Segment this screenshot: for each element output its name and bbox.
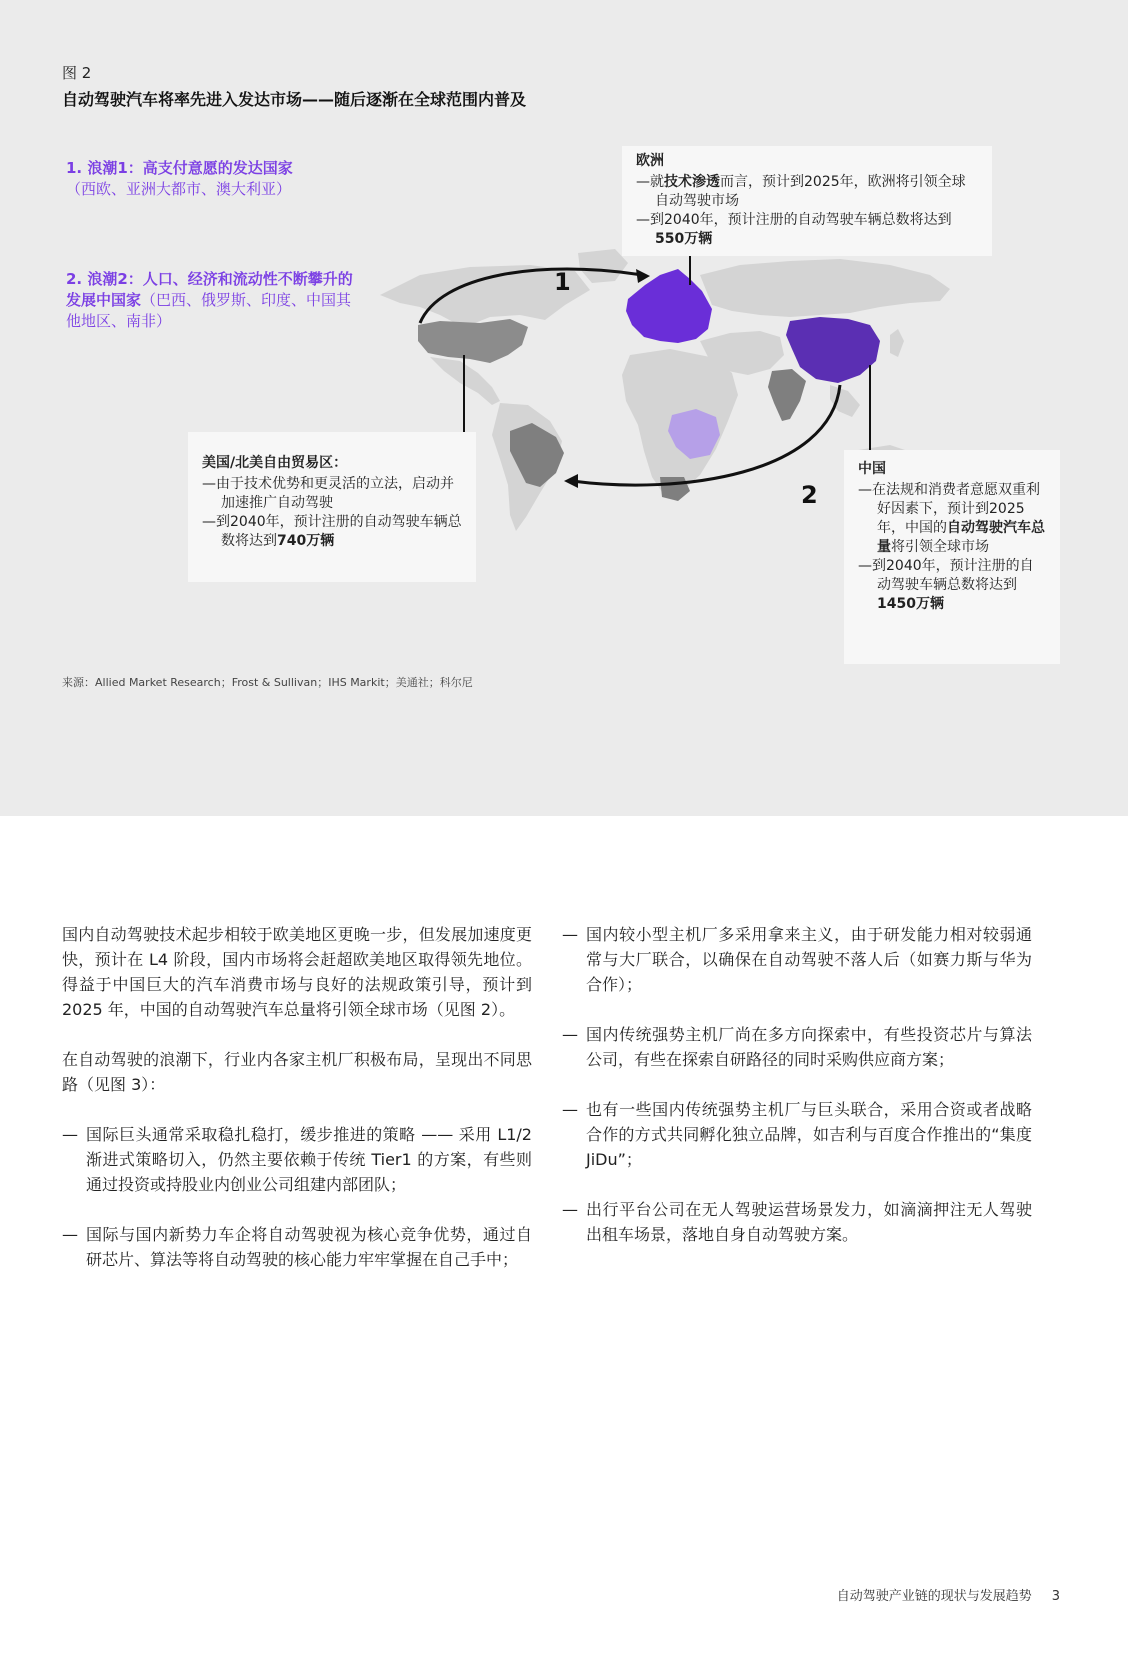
south-africa-region — [660, 477, 690, 501]
body-right-column — [562, 922, 1032, 1272]
europe-point-1: —就技术渗透而言，预计到2025年，欧洲将引领全球自动驾驶市场 — [636, 174, 966, 209]
china-region — [786, 317, 880, 383]
bullet-dash: — — [62, 1125, 78, 1144]
footer-title: 自动驾驶产业链的现状与发展趋势 — [836, 1589, 1032, 1604]
europe-title: 欧洲 — [636, 153, 664, 169]
wave1-title: 1. 浪潮1：高支付意愿的发达国家 — [66, 159, 293, 177]
wave2-arrow-head — [564, 474, 578, 488]
page-number: 3 — [1051, 1589, 1060, 1604]
wave1-legend — [66, 158, 366, 200]
figure-number: 图 2 — [62, 64, 92, 82]
wave1-desc: （西欧、亚洲大都市、澳大利亚） — [66, 180, 292, 198]
china-point-1: —在法规和消费者意愿双重利好因素下，预计到2025年，中国的自动驾驶汽车总量将引领全球市场 — [858, 482, 1045, 555]
body-left-column — [62, 922, 532, 1297]
bullet-dash: — — [562, 1025, 578, 1044]
wave1-label: 1 — [554, 268, 571, 296]
bullet-small-oems: — 国内较小型主机厂多采用拿来主义，由于研发能力相对较弱通常与大厂联合，以确保在自动驾驶不落人后（如赛力斯与华为合作）； — [562, 922, 1032, 997]
bullet-dash: — — [562, 925, 578, 944]
china-callout — [844, 450, 1060, 664]
page-footer — [837, 1585, 1060, 1604]
figure-panel — [0, 0, 1128, 816]
usa-region — [418, 319, 528, 363]
bullet-mobility-platforms: — 出行平台公司在无人驾驶运营场景发力，如滴滴押注无人驾驶出租车场景，落地自身自动驾驶方案。 — [562, 1197, 1032, 1247]
usa-point-1: —由于技术优势和更灵活的立法，启动并加速推广自动驾驶 — [202, 476, 454, 511]
bullet-new-forces: — 国际与国内新势力车企将自动驾驶视为核心竞争优势，通过自研芯片、算法等将自动驾驶的核心能力牢牢掌握在自己手中； — [62, 1222, 532, 1272]
wave2-title: 2. 浪潮2：人口、经济和流动性不断攀升的发展中国家 — [66, 270, 353, 309]
paragraph-intro: 国内自动驾驶技术起步相较于欧美地区更晚一步，但发展加速度更快，预计在 L4 阶段，国内市场将会赶超欧美地区取得领先地位。得益于中国巨大的汽车消费市场与良好的法规政策引导，预计到 2025 年，中国的自动驾驶汽车总量将引领全球市场（见图 2）。 — [62, 925, 532, 1019]
china-title: 中国 — [858, 461, 886, 477]
usa-title: 美国/北美自由贸易区： — [202, 455, 348, 471]
wave1-arrow-head — [636, 269, 650, 283]
japan-land — [890, 329, 904, 357]
bullet-joint-ventures: — 也有一些国内传统强势主机厂与巨头联合，采用合资或者战略合作的方式共同孵化独立品牌，如吉利与百度合作推出的“集度 JiDu”； — [562, 1097, 1032, 1172]
figure-source: 来源：Allied Market Research；Frost & Sullivan；IHS Markit；美通社；科尔尼 — [62, 676, 473, 689]
greenland-land — [578, 249, 628, 283]
southeast-asia-land — [830, 385, 860, 417]
usa-point-2: —到2040年，预计注册的自动驾驶车辆总数将达到740万辆 — [202, 514, 462, 549]
china-point-2: —到2040年，预计注册的自动驾驶车辆总数将达到1450万辆 — [858, 558, 1034, 612]
figure-title: 自动驾驶汽车将率先进入发达市场——随后逐渐在全球范围内普及 — [62, 90, 527, 109]
bullet-dash: — — [62, 1225, 78, 1244]
paragraph-strategies: 在自动驾驶的浪潮下，行业内各家主机厂积极布局，呈现出不同思路（见图 3）： — [62, 1050, 532, 1094]
bullet-dash: — — [562, 1200, 578, 1219]
wave2-legend — [66, 269, 356, 332]
wave2-label: 2 — [801, 481, 818, 509]
europe-callout — [622, 146, 992, 256]
india-region — [768, 369, 806, 421]
usa-callout — [188, 432, 476, 582]
russia-land — [700, 259, 950, 317]
bullet-dash: — — [562, 1100, 578, 1119]
wave2-desc: （巴西、俄罗斯、印度、中国其他地区、南非） — [66, 291, 352, 330]
europe-point-2: —到2040年，预计注册的自动驾驶车辆总数将达到550万辆 — [636, 212, 952, 247]
bullet-international-giants: — 国际巨头通常采取稳扎稳打，缓步推进的策略 —— 采用 L1/2 渐进式策略切入，仍然主要依赖于传统 Tier1 的方案，有些则通过投资或持股业内创业公司组建内部团队； — [62, 1122, 532, 1197]
bullet-traditional-oems: — 国内传统强势主机厂尚在多方向探索中，有些投资芯片与算法公司，有些在探索自研路径的同时采购供应商方案； — [562, 1022, 1032, 1072]
